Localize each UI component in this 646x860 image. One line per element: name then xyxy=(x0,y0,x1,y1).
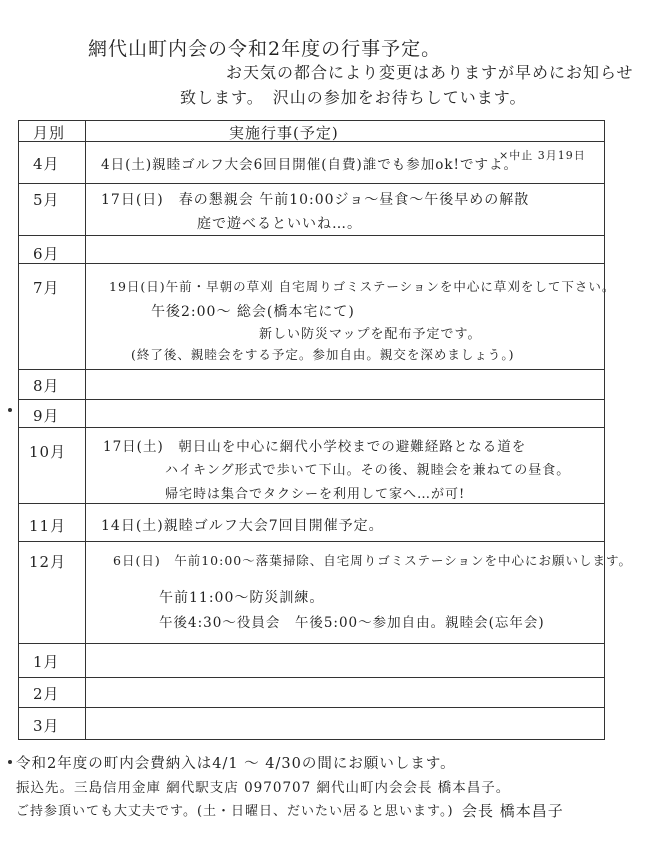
footer-line-3: ご持参頂いても大丈夫です。(土・日曜日、だいたい居ると思います。) xyxy=(16,804,454,819)
event-line: 6日(日) 午前10:00～落葉掃除、自宅周りゴミステーションを中心にお願いします。 xyxy=(113,553,632,568)
event-line: (終了後、親睦会をする予定。参加自由。親交を深めましょう。) xyxy=(131,347,515,362)
subtitle-line-1: お天気の都合により変更はありますが早めにお知らせ xyxy=(226,63,634,82)
event-line: 19日(日)午前・早朝の草刈 自宅周りゴミステーションを中心に草刈をして下さい。 xyxy=(109,279,616,294)
row-divider xyxy=(19,399,604,400)
month-label: 7月 xyxy=(33,279,60,297)
month-label: 1月 xyxy=(33,653,60,671)
row-divider xyxy=(19,707,604,708)
month-label: 3月 xyxy=(33,717,60,735)
row-divider xyxy=(19,235,604,236)
page-title: 網代山町内会の令和2年度の行事予定。 xyxy=(88,38,442,60)
subtitle-line-2: 致します。 沢山の参加をお待ちしています。 xyxy=(180,88,527,107)
event-line: 14日(土)親睦ゴルフ大会7回目開催予定。 xyxy=(101,518,384,534)
row-divider xyxy=(19,503,604,504)
month-label: 12月 xyxy=(29,553,67,571)
schedule-table xyxy=(18,120,632,740)
row-divider xyxy=(19,369,604,370)
month-label: 6月 xyxy=(33,245,60,263)
row-divider xyxy=(19,263,604,264)
month-label: 4月 xyxy=(33,155,60,173)
month-label: 11月 xyxy=(29,517,67,535)
row-divider xyxy=(19,427,604,428)
month-label: 5月 xyxy=(33,191,60,209)
bullet-dot xyxy=(8,760,12,764)
event-line: 新しい防災マップを配布予定です。 xyxy=(259,327,482,342)
event-line: 帰宅時は集合でタクシーを利用して家へ…が可! xyxy=(165,487,466,502)
row-divider xyxy=(19,643,604,644)
header-month: 月別 xyxy=(33,124,66,142)
event-line: 午後4:30～役員会 午後5:00～参加自由。親睦会(忘年会) xyxy=(159,615,545,631)
column-divider xyxy=(85,121,86,739)
event-line: 午後2:00～ 総会(橋本宅にて) xyxy=(151,304,355,320)
cancel-note: ×中止 3月19日 xyxy=(499,149,586,162)
month-label: 9月 xyxy=(33,407,60,425)
event-line: 17日(日) 春の懇親会 午前10:00ジョ～昼食～午後早めの解散 xyxy=(101,192,530,208)
signature: 会長 橋本昌子 xyxy=(462,802,564,820)
punch-hole-mark xyxy=(8,408,12,412)
event-line: ハイキング形式で歩いて下山。その後、親睦会を兼ねての昼食。 xyxy=(165,463,571,478)
month-label: 8月 xyxy=(33,377,60,395)
event-line: 庭で遊べるといいね…。 xyxy=(197,216,362,232)
row-divider xyxy=(19,183,604,184)
event-line: 午前11:00～防災訓練。 xyxy=(159,590,325,606)
row-divider xyxy=(19,677,604,678)
footer-line-1: 令和2年度の町内会費納入は4/1 ～ 4/30の間にお願いします。 xyxy=(16,756,456,772)
header-content: 実施行事(予定) xyxy=(229,124,339,142)
event-line: 17日(土) 朝日山を中心に網代小学校までの避難経路となる道を xyxy=(103,439,527,455)
row-divider xyxy=(19,541,604,542)
event-line: 4日(土)親睦ゴルフ大会6回目開催(自費)誰でも参加ok!ですよ。 xyxy=(101,157,518,173)
month-label: 10月 xyxy=(29,443,67,461)
footer-line-2: 振込先。三島信用金庫 網代駅支店 0970707 網代山町内会会長 橋本昌子。 xyxy=(16,780,511,796)
month-label: 2月 xyxy=(33,685,60,703)
